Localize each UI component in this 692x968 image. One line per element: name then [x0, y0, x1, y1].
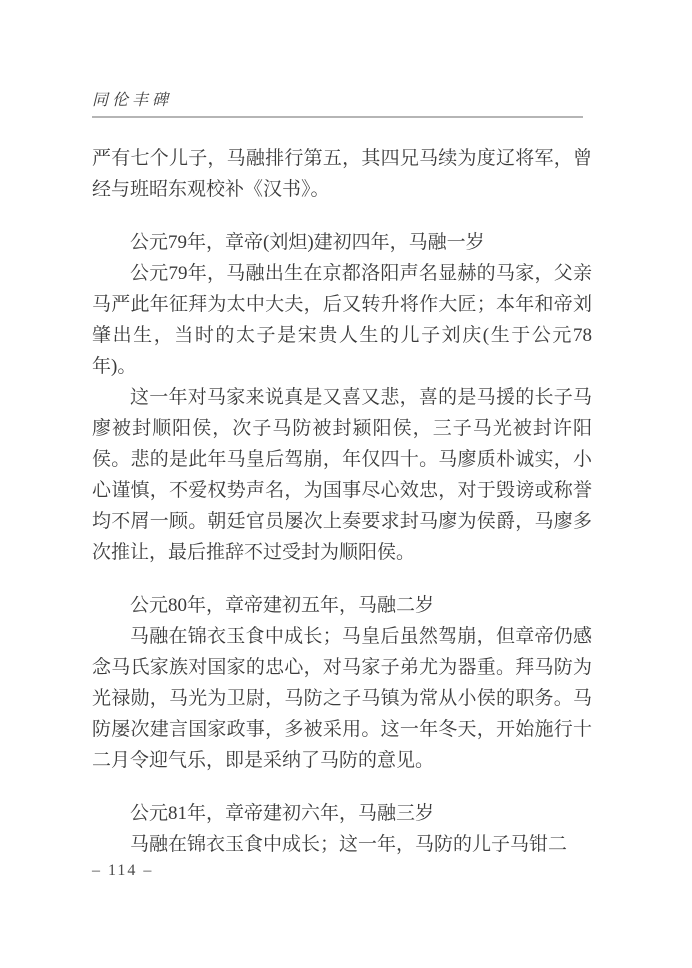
- paragraph-year-79-birth: 公元79年，马融出生在京都洛阳声名显赫的马家，父亲马严此年征拜为太中大夫，后又转升将作大匠；本年和帝刘肇出生，当时的太子是宋贵人生的儿子刘庆(生于公元78年)。: [92, 263, 592, 377]
- section-heading-year-81: 公元81年，章帝建初六年，马融三岁: [130, 803, 435, 824]
- opening-continuation-paragraph: 严有七个儿子，马融排行第五，其四兄马续为度辽将军，曾经与班昭东观校补《汉书》。: [92, 148, 592, 200]
- body-text: [92, 143, 592, 860]
- running-header: [92, 92, 583, 118]
- running-header-title: 同伦丰碑: [92, 92, 173, 109]
- paragraph-year-80: 马融在锦衣玉食中成长；马皇后虽然驾崩，但章帝仍感念马氏家族对国家的忠心，对马家子弟尤为器重。拜马防为光禄勋，马光为卫尉，马防之子马镇为常从小侯的职务。马防屡次建言国家政事，多被采用。这一年冬天，开始施行十二月令迎气乐，即是采纳了马防的意见。: [92, 626, 592, 771]
- section-heading-year-79: 公元79年，章帝(刘炟)建初四年，马融一岁: [130, 232, 485, 253]
- page-number: – 114 –: [92, 862, 154, 879]
- header-rule: [92, 116, 583, 118]
- paragraph-year-79-family-fortune: 这一年对马家来说真是又喜又悲，喜的是马援的长子马廖被封顺阳侯，次子马防被封颍阳侯，三子马光被封许阳侯。悲的是此年马皇后驾崩，年仅四十。马廖质朴诚实，小心谨慎，不爱权势声名，为国事尽心效忠，对于毁谤或称誉均不屑一顾。朝廷官员屡次上奏要求封马廖为侯爵，马廖多次推让，最后推辞不过受封为顺阳侯。: [92, 387, 592, 563]
- section-heading-year-80: 公元80年，章帝建初五年，马融二岁: [130, 595, 435, 616]
- paragraph-year-81: 马融在锦衣玉食中成长；这一年，马防的儿子马钳二: [130, 834, 568, 855]
